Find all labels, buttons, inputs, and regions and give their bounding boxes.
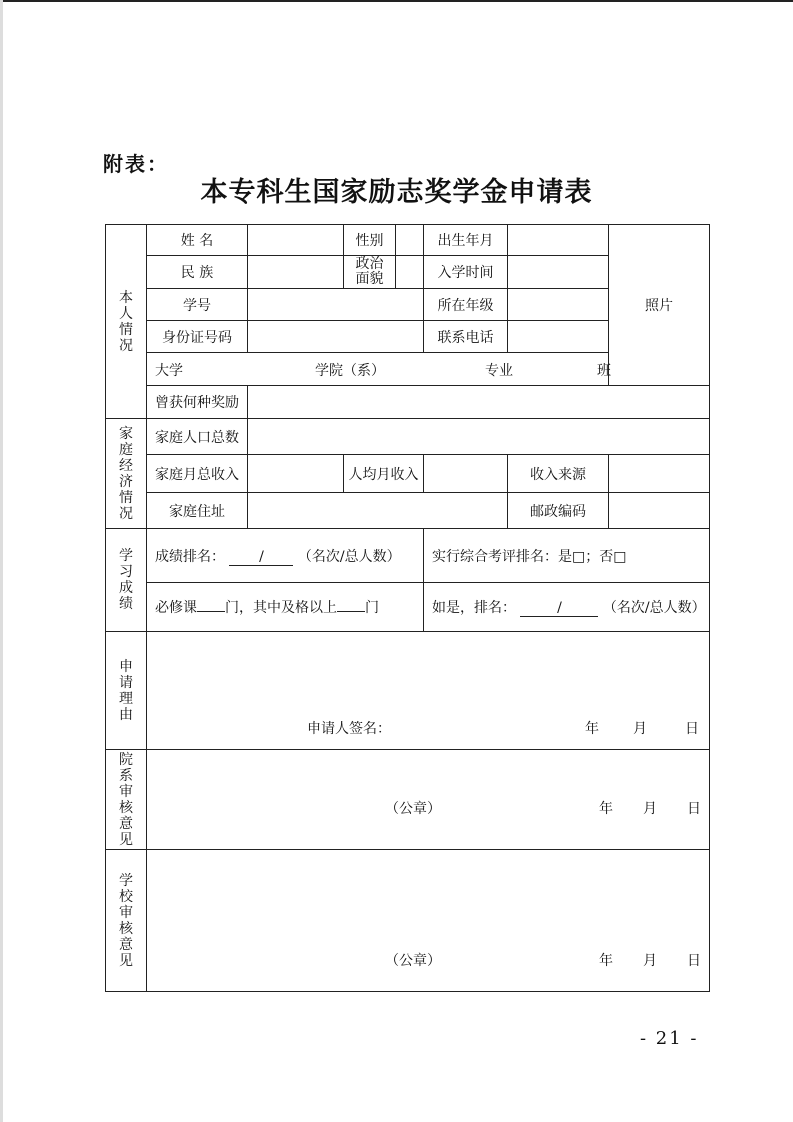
school-review-field[interactable] [147,850,710,992]
label-student-id: 学号 [147,289,248,321]
page-number: - 21 - [640,1028,699,1049]
label-rank: 成绩排名： [155,548,225,565]
field-name[interactable] [248,225,344,256]
school-date-day: 日 [687,953,701,969]
field-monthly-income[interactable] [248,455,344,493]
passed-count-blank[interactable] [337,611,365,612]
label-id-number: 身份证号码 [147,321,248,353]
required-count-blank[interactable] [197,611,225,612]
date-day: 日 [685,721,699,737]
field-family-population[interactable] [248,419,710,455]
signature-label: 申请人签名： [307,721,391,737]
field-address[interactable] [248,493,508,529]
label-gender: 性别 [344,225,396,256]
field-id-number[interactable] [248,321,424,353]
attachment-label: 附表： [103,152,169,176]
dept-date-year: 年 [599,801,613,817]
label-eval[interactable]: 实行综合考评排名：是□；否□ [424,529,710,583]
label-monthly-income: 家庭月总收入 [147,455,248,493]
label-per-capita: 人均月收入 [344,455,424,493]
section-study: 学 习 成 绩 [106,529,147,632]
label-family-population: 家庭人口总数 [147,419,248,455]
field-gender[interactable] [396,225,424,256]
section-school-review: 学 校 审 核 意 见 [106,850,147,992]
label-grade: 所在年级 [424,289,508,321]
label-enroll: 入学时间 [424,256,508,289]
label-if-yes: 如是，排名： [432,600,517,616]
dept-review-field[interactable] [147,750,710,850]
label-income-source: 收入来源 [508,455,609,493]
reason-field[interactable] [147,632,710,750]
label-political: 政治 面貌 [344,256,396,289]
field-postcode[interactable] [609,493,710,529]
eval-rank-blank[interactable]: / [520,600,598,617]
dept-seal: （公章） [385,801,441,817]
rank-blank[interactable]: / [229,549,293,566]
label-class: 班 [597,363,611,379]
label-address: 家庭住址 [147,493,248,529]
date-month: 月 [633,721,647,737]
application-form-table [105,224,710,992]
photo-box[interactable]: 照片 [609,225,710,386]
field-political[interactable] [396,256,424,289]
label-ethnicity: 民 族 [147,256,248,289]
label-major: 专业 [485,363,513,379]
label-required-suffix: 门 [365,600,379,616]
document-title: 本专科生国家励志奖学金申请表 [200,177,593,208]
school-date-year: 年 [599,953,613,969]
field-awards[interactable] [248,386,710,419]
label-required-mid: 门，其中及格以上 [225,600,337,616]
label-college: 学院（系） [315,363,385,379]
section-personal: 本 人 情 况 [106,225,147,419]
label-name: 姓 名 [147,225,248,256]
label-awards: 曾获何种奖励 [147,386,248,419]
label-university: 大学 [155,363,183,379]
dept-date-month: 月 [643,801,657,817]
dept-date-day: 日 [687,801,701,817]
field-ethnicity[interactable] [248,256,344,289]
rank-cell[interactable] [147,529,424,583]
rank-unit: （名次/总人数） [297,548,401,565]
section-family: 家 庭 经 济 情 况 [106,419,147,529]
field-birth[interactable] [508,225,609,256]
school-seal: （公章） [385,953,441,969]
required-courses-cell[interactable] [147,583,424,632]
label-required: 必修课 [155,600,197,616]
scan-border-left [0,0,3,1122]
school-date-month: 月 [643,953,657,969]
field-income-source[interactable] [609,455,710,493]
section-reason: 申 请 理 由 [106,632,147,750]
field-phone[interactable] [508,321,609,353]
section-dept-review: 院 系 审 核 意 见 [106,750,147,850]
date-year: 年 [585,721,599,737]
label-phone: 联系电话 [424,321,508,353]
field-student-id[interactable] [248,289,424,321]
if-yes-rank-cell[interactable] [424,583,710,632]
university-row[interactable] [147,353,609,386]
field-grade[interactable] [508,289,609,321]
rank-unit-2: （名次/总人数） [602,600,706,616]
scan-border-top [0,0,793,2]
label-postcode: 邮政编码 [508,493,609,529]
label-birth: 出生年月 [424,225,508,256]
field-enroll[interactable] [508,256,609,289]
field-per-capita[interactable] [424,455,508,493]
